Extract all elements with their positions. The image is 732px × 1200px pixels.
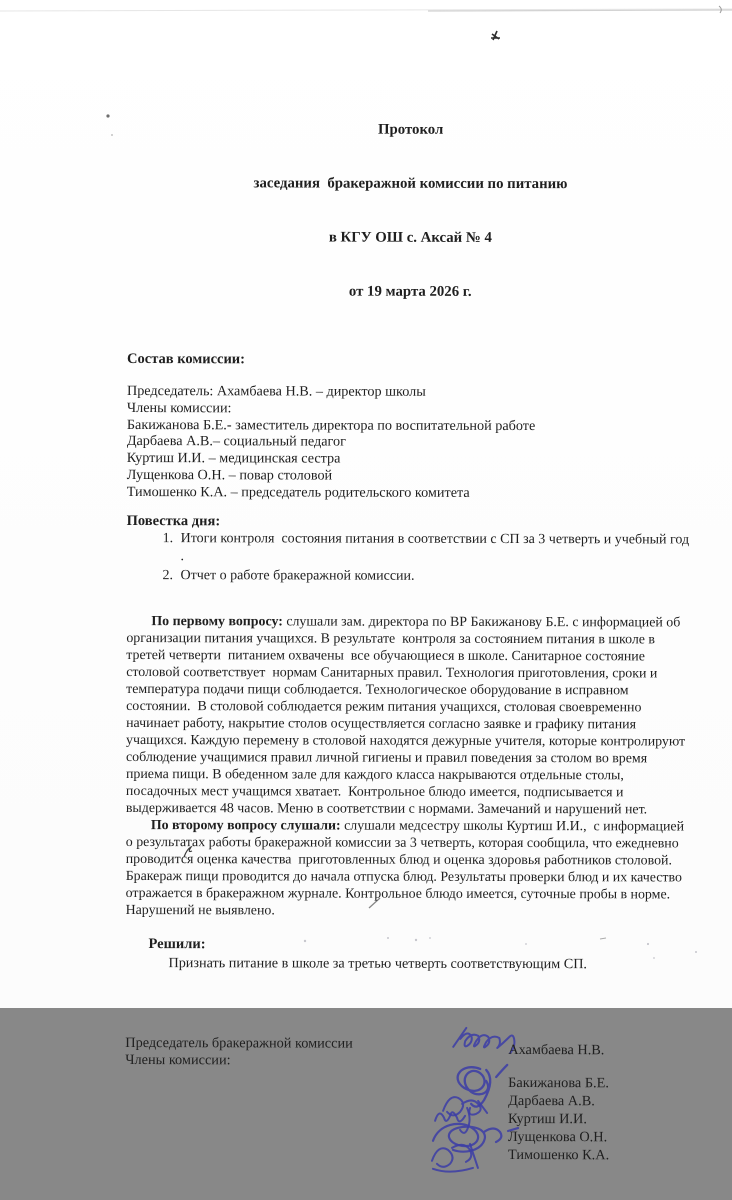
chairman-label: Председатель бракеражной комиссии	[125, 1035, 353, 1052]
speck	[106, 114, 109, 117]
signature-ahambaeva	[453, 1028, 514, 1053]
corner-mark	[719, 6, 721, 13]
speck	[111, 134, 113, 136]
title-line: Протокол	[378, 121, 444, 138]
signatory-name: Тимошенко К.А.	[507, 1147, 610, 1164]
composition-heading: Состав комиссии:	[127, 350, 246, 368]
composition-line: Лущенкова О.Н. – повар столовой	[126, 466, 333, 484]
signature-lushchenkova	[433, 1124, 518, 1152]
paragraph-first-question	[126, 613, 693, 818]
first-question-text: слушали зам. директора по ВР Бакижанову Б.Е. с информацией об организации питания учащихся. В результате контроля за состоянием питания в школе в третей четверти питанием охвачены все обучающиеся в школе. Санитарное состояние столовой соответствует нормам Санитарных правил. Технология приготовления, сроки и температура подачи пищи соблюдается. Технологическое оборудование в исправном состоянии. В столовой соблюдается режим питания учащихся, столовая своевременно начинает работу, накрытие столов осуществляется согласно заявке и графику питания учащихся. Каждую перемену в столовой находятся дежурные учителя, которые контролируют соблюдение учащимися правил личной гигиены и правил поведения за столом во время приема пищи. В обеденном зале для каждого класса накрываются отдельные столы, посадочных мест учащимся хватает. Контрольное блюдо имеется, подписывается и выдерживается 48 часов. Меню в соответствии с нормами. Замечаний и нарушений нет.	[125, 614, 689, 818]
signatory-name: Ахамбаева Н.В.	[508, 1042, 605, 1059]
signature-timoshenko	[432, 1144, 478, 1172]
composition-line: Бакижанова Б.Е.- заместитель директора по воспитательной работе	[126, 416, 536, 434]
signatory-name: Куртиш И.И.	[508, 1111, 587, 1128]
composition-line: Тимошенко К.А. – председатель родительского комитета	[126, 483, 470, 501]
paragraph-second-question	[126, 817, 692, 920]
signature-block	[125, 1033, 691, 1199]
composition-line: Члены комиссии:	[126, 399, 232, 417]
decision-text: Признать питание в школе за третью четверть соответствующим СП.	[168, 955, 588, 973]
title-line: в КГУ ОШ с. Аксай № 4	[328, 229, 492, 246]
members-label: Члены комиссии:	[125, 1052, 231, 1069]
signatory-name: Дарбаева А.В.	[508, 1093, 595, 1110]
first-question-lead: По первому вопросу:	[151, 614, 283, 630]
agenda-item: 1. Итоги контроля состояния питания в соответствии с СП за 3 четверть и учебный год .	[177, 530, 693, 568]
agenda-item: 2. Отчет о работе бракеражной комиссии.	[176, 567, 692, 587]
signatory-name: Лущенкова О.Н.	[508, 1129, 608, 1146]
title-line: заседания бракеражной комиссии по питанию	[253, 175, 568, 193]
composition-list	[127, 383, 693, 502]
composition-line: Дарбаева А.В.– социальный педагог	[126, 433, 346, 450]
signature-bakizhanova	[458, 1065, 508, 1107]
composition-line: Куртиш И.И. – медицинская сестра	[126, 450, 341, 467]
signature-darbaeva	[443, 1097, 487, 1115]
second-question-text: слушали медсестру школы Куртиш И.И., с информацией о результатах работы бракеражной комиссии за 3 четверть, которая сообщила, что ежедневно проводится оценка качества приготовленных блюд и оценка здоровья работников столовой. Бракераж пищи проводится до начала отпуска блюд. Результаты проверки блюд и их качество отражается в бракеражном журнале. Контрольное блюдо имеется, суточные пробы в норме. Нарушений не выявлено.	[125, 818, 688, 919]
signatory-name: Бакижанова Б.Е.	[508, 1075, 609, 1092]
agenda-heading: Повестка дня:	[126, 512, 221, 529]
document-title	[127, 84, 694, 337]
title-line: от 19 марта 2026 г.	[348, 283, 472, 300]
decision-heading: Решили:	[148, 936, 206, 953]
composition-line: Председатель: Ахамбаева Н.В. – директор школы	[126, 382, 426, 400]
second-question-lead: По второму вопросу слушали:	[150, 818, 341, 834]
document-body	[125, 0, 694, 1200]
agenda-list	[126, 530, 692, 587]
